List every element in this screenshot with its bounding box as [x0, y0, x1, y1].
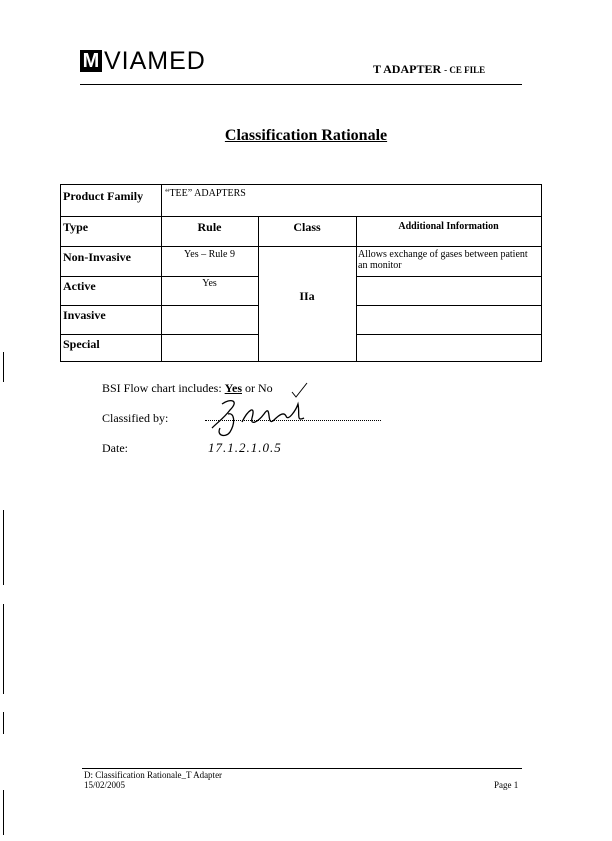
footer-rule [82, 768, 522, 769]
footer-file-path: D: Classification Rationale_T Adapter [84, 770, 223, 780]
scan-mark [3, 510, 4, 585]
classified-by-label: Classified by: [102, 411, 169, 425]
column-header-type: Type [63, 220, 89, 234]
row-type-non-invasive: Non-Invasive [63, 250, 132, 264]
classification-table [60, 184, 542, 362]
product-family-value: “TEE” ADAPTERS [165, 188, 246, 199]
signature [200, 392, 320, 442]
logo-mark: M [80, 50, 102, 72]
row-type-special: Special [63, 337, 100, 351]
column-header-additional-info: Additional Information [398, 221, 499, 232]
table-rule [61, 216, 541, 217]
scan-mark [3, 352, 4, 382]
table-rule [61, 305, 258, 306]
document-label-suffix: - CE FILE [444, 65, 486, 75]
document-label-main: T ADAPTER [373, 62, 442, 76]
scan-mark [3, 604, 4, 694]
handwritten-date: 17.1.2.1.0.5 [208, 440, 282, 455]
table-rule [356, 276, 541, 277]
footer-date: 15/02/2005 [84, 780, 126, 790]
column-header-rule: Rule [197, 220, 222, 234]
row-rule-non-invasive: Yes – Rule 9 [184, 249, 235, 260]
bsi-prefix: BSI Flow chart includes: [102, 381, 225, 395]
scan-mark [3, 790, 4, 835]
column-header-class: Class [293, 220, 321, 234]
row-type-invasive: Invasive [63, 308, 106, 322]
logo-text: VIAMED [104, 47, 206, 75]
row-info-non-invasive: Allows exchange of gases between patient an monitor [358, 249, 528, 271]
table-rule [356, 305, 541, 306]
table-rule [61, 334, 258, 335]
date-label: Date: [102, 441, 128, 455]
row-type-active: Active [63, 279, 96, 293]
table-rule [61, 276, 258, 277]
footer-page-number: Page 1 [494, 780, 519, 790]
table-rule [161, 185, 162, 361]
table-rule [356, 334, 541, 335]
row-rule-active: Yes [202, 278, 217, 289]
table-rule [61, 246, 541, 247]
scan-mark [3, 712, 4, 734]
page-title: Classification Rationale [224, 127, 388, 144]
header-rule [80, 84, 522, 85]
viamed-logo [80, 48, 206, 74]
bsi-yes: Yes [224, 381, 242, 395]
table-rule [356, 216, 357, 361]
document-label [373, 62, 485, 77]
product-family-label: Product Family [63, 189, 144, 203]
class-value: IIa [299, 289, 315, 303]
bsi-suffix: or No [242, 381, 273, 395]
